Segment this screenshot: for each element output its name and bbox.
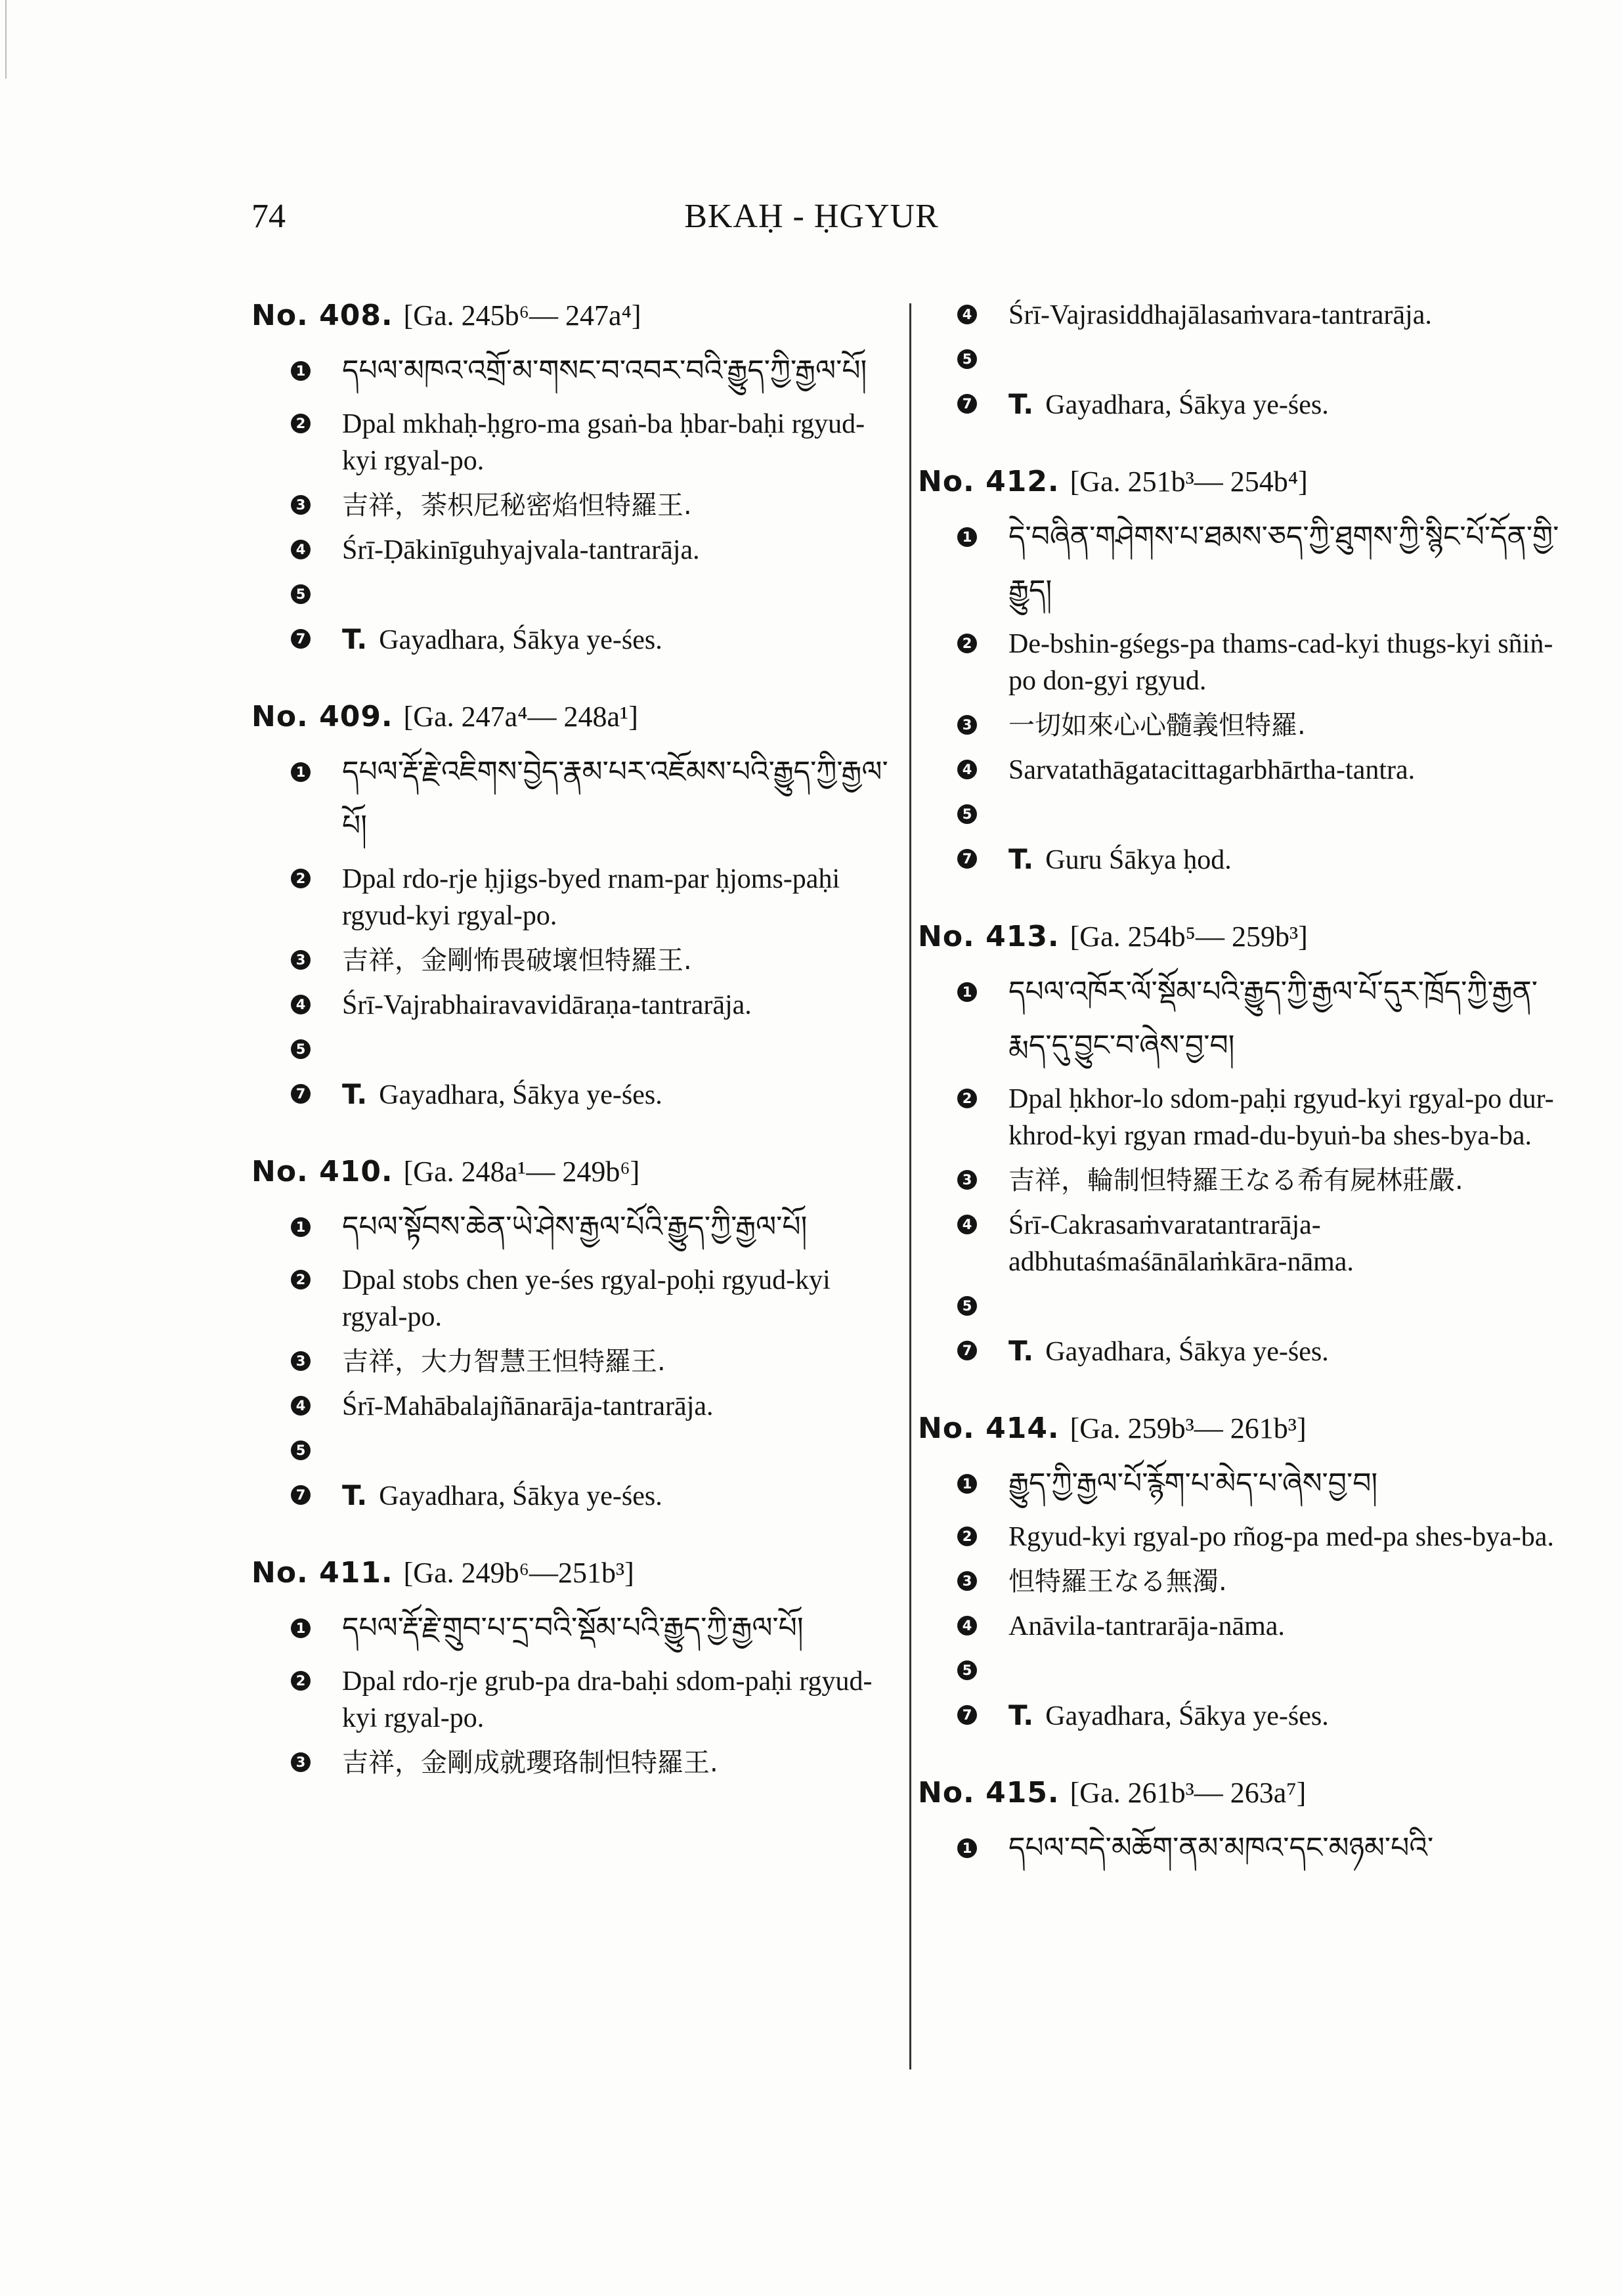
field-text: Gayadhara, Śākya ye-śes. (379, 625, 662, 655)
translator-label: T. (342, 1479, 368, 1511)
circled-number-marker: 3 (291, 950, 311, 970)
field-text: དཔལ་རྡོ་རྗེ་འཇིགས་བྱེད་རྣམ་པར་འཇོམས་པའི་རྒྱུད་ཀྱི་རྒྱལ་པོ། (342, 755, 888, 842)
circled-number-marker: 5 (291, 1440, 311, 1460)
field-text: Gayadhara, Śākya ye-śes. (1045, 1337, 1329, 1367)
column-divider (909, 303, 911, 2069)
field-tibetan-title (918, 963, 1568, 1073)
field-latin (918, 1519, 1568, 1555)
field-latin (251, 987, 895, 1024)
circled-number-marker: 2 (291, 1671, 311, 1691)
field-latin (918, 1653, 1568, 1689)
entry-number: No. 408. (251, 299, 393, 332)
field-text: 吉祥，荼枳尼秘密焰怛特羅王. (342, 490, 692, 521)
field-text: Gayadhara, Śākya ye-śes. (1045, 1701, 1329, 1731)
field-text: རྒྱུད་ཀྱི་རྒྱལ་པོ་རྙོག་པ་མེད་པ་ཞེས་བྱ་བ། (1008, 1467, 1378, 1500)
field-text: དཔལ་སྟོབས་ཆེན་ཡེ་ཤེས་རྒྱལ་པོའི་རྒྱུད་ཀྱི་རྒྱལ་པོ། (342, 1210, 808, 1244)
translator-label: T. (1008, 843, 1034, 875)
field-text: 吉祥，金剛成就瓔珞制怛特羅王. (342, 1748, 718, 1778)
circled-number-marker: 7 (957, 849, 977, 869)
circled-number-marker: 5 (957, 349, 977, 369)
field-latin (918, 796, 1568, 833)
circled-number-marker: 7 (291, 1485, 311, 1505)
circled-number-marker: 1 (291, 1217, 311, 1237)
circled-number-marker: 4 (957, 1215, 977, 1234)
field-chinese-title (918, 1162, 1568, 1199)
field-chinese-title (918, 1563, 1568, 1600)
field-text: དཔལ་རྡོ་རྗེ་གྲུབ་པ་དྲ་བའི་སྡོམ་པའི་རྒྱུད་ཀྱི་རྒྱལ་པོ། (342, 1611, 804, 1645)
running-title: BKAḤ - ḤGYUR (684, 198, 939, 235)
circled-number-marker: 4 (957, 760, 977, 779)
field-chinese-title (251, 1343, 895, 1380)
field-text: 吉祥，大力智慧王怛特羅王. (342, 1347, 666, 1377)
field-latin (918, 341, 1568, 378)
field-latin (251, 1262, 895, 1335)
page-header (0, 197, 1623, 249)
circled-number-marker: 5 (957, 1296, 977, 1316)
folio-reference: [Ga. 261b³— 263a⁷] (1070, 1777, 1307, 1809)
catalog-entry (918, 1410, 1568, 1735)
field-tibetan-title (251, 341, 895, 398)
field-latin (918, 1207, 1568, 1280)
circled-number-marker: 7 (957, 1341, 977, 1360)
field-translators (918, 841, 1568, 878)
entry-number: No. 412. (918, 465, 1060, 498)
right-column (918, 297, 1568, 1915)
field-tibetan-title (918, 1819, 1568, 1875)
circled-number-marker: 4 (291, 1396, 311, 1416)
field-text: Rgyud-kyi rgyal-po rñog-pa med-pa shes-bya-ba. (1008, 1522, 1554, 1552)
field-text: Guru Śākya ḥod. (1045, 845, 1232, 875)
scan-edge-line (5, 0, 7, 79)
translator-label: T. (342, 623, 368, 655)
field-text: Śrī-Ḍākinīguhyajvala-tantrarāja. (342, 535, 700, 565)
field-text: Śrī-Mahābalajñānarāja-tantrarāja. (342, 1391, 714, 1421)
circled-number-marker: 5 (957, 804, 977, 824)
field-text: Dpal ḥkhor-lo sdom-paḥi rgyud-kyi rgyal-po dur-khrod-kyi rgyan rmad-du-byuṅ-ba shes-bya-ba. (1008, 1084, 1554, 1151)
entry-heading (251, 297, 895, 335)
field-latin (918, 752, 1568, 789)
field-text: དཔལ་མཁའ་འགྲོ་མ་གསང་བ་འབར་བའི་རྒྱུད་ཀྱི་རྒྱལ་པོ། (342, 354, 867, 387)
field-latin (251, 532, 895, 569)
translator-label: T. (1008, 388, 1034, 420)
field-text: Gayadhara, Śākya ye-śes. (1045, 390, 1329, 420)
catalog-entry (918, 463, 1568, 878)
field-text: Śrī-Vajrasiddhajālasaṁvara-tantrarāja. (1008, 300, 1432, 330)
circled-number-marker: 5 (291, 584, 311, 604)
field-latin (251, 1663, 895, 1737)
entry-number: No. 411. (251, 1556, 393, 1590)
left-column (251, 297, 895, 1821)
entry-heading (251, 1153, 895, 1191)
circled-number-marker: 2 (291, 869, 311, 888)
field-latin (918, 1288, 1568, 1325)
field-tibetan-title (251, 743, 895, 853)
field-text: Śrī-Cakrasaṁvaratantrarāja-adbhutaśmaśānālaṁkāra-nāma. (1008, 1210, 1354, 1277)
field-translators (918, 1333, 1568, 1370)
circled-number-marker: 1 (291, 762, 311, 782)
folio-reference: [Ga. 254b⁵— 259b³] (1070, 921, 1308, 953)
field-chinese-title (251, 487, 895, 524)
field-tibetan-title (918, 508, 1568, 618)
field-text: Sarvatathāgatacittagarbhārtha-tantra. (1008, 755, 1416, 785)
field-text: Gayadhara, Śākya ye-śes. (379, 1481, 662, 1511)
entry-heading (918, 1774, 1568, 1812)
field-latin (251, 861, 895, 934)
field-text: Anāvila-tantrarāja-nāma. (1008, 1611, 1285, 1641)
field-text: Dpal rdo-rje ḥjigs-byed rnam-par ḥjoms-paḥi rgyud-kyi rgyal-po. (342, 864, 840, 931)
circled-number-marker: 3 (291, 1351, 311, 1371)
circled-number-marker: 3 (957, 1571, 977, 1591)
field-latin (918, 1608, 1568, 1645)
circled-number-marker: 5 (957, 1660, 977, 1680)
entry-heading (918, 918, 1568, 956)
circled-number-marker: 4 (291, 995, 311, 1014)
field-chinese-title (251, 1744, 895, 1781)
translator-label: T. (1008, 1699, 1034, 1731)
field-text: Gayadhara, Śākya ye-śes. (379, 1080, 662, 1110)
field-text: Dpal stobs chen ye-śes rgyal-poḥi rgyud-kyi rgyal-po. (342, 1265, 831, 1332)
entry-heading (918, 1410, 1568, 1448)
circled-number-marker: 4 (957, 1616, 977, 1635)
field-latin (918, 626, 1568, 699)
catalog-entry (251, 297, 895, 659)
field-text: De-bshin-gśegs-pa thams-cad-kyi thugs-kyi sñiṅ-po don-gyi rgyud. (1008, 629, 1553, 696)
entry-number: No. 409. (251, 700, 393, 733)
catalog-entry (918, 918, 1568, 1370)
field-latin (251, 406, 895, 479)
field-latin (251, 1388, 895, 1425)
field-latin (251, 1031, 895, 1068)
circled-number-marker: 1 (957, 1838, 977, 1858)
circled-number-marker: 5 (291, 1039, 311, 1059)
circled-number-marker: 2 (957, 634, 977, 653)
folio-reference: [Ga. 249b⁶—251b³] (403, 1557, 634, 1589)
field-translators (918, 1697, 1568, 1735)
field-text: 吉祥，輪制怛特羅王なる希有屍林莊嚴. (1008, 1165, 1463, 1196)
entry-heading (251, 698, 895, 736)
circled-number-marker: 2 (957, 1089, 977, 1108)
circled-number-marker: 4 (957, 305, 977, 324)
field-text: 一切如來心心髓義怛特羅. (1008, 710, 1306, 741)
field-chinese-title (918, 707, 1568, 744)
field-translators (251, 1477, 895, 1515)
catalog-entry (251, 698, 895, 1114)
circled-number-marker: 3 (957, 715, 977, 735)
translator-label: T. (1008, 1335, 1034, 1367)
circled-number-marker: 3 (291, 1752, 311, 1772)
folio-reference: [Ga. 248a¹— 249b⁶] (403, 1156, 640, 1188)
field-tibetan-title (251, 1198, 895, 1254)
field-latin (251, 1433, 895, 1469)
catalog-entry (918, 297, 1568, 423)
circled-number-marker: 7 (957, 1705, 977, 1725)
catalog-entry (251, 1554, 895, 1781)
field-latin (918, 1081, 1568, 1154)
circled-number-marker: 1 (957, 527, 977, 547)
catalog-entry (251, 1153, 895, 1515)
entry-number: No. 414. (918, 1412, 1060, 1445)
circled-number-marker: 4 (291, 540, 311, 559)
field-text: དཔལ་བདེ་མཆོག་ནམ་མཁའ་དང་མཉམ་པའི་ (1008, 1831, 1434, 1865)
page-number: 74 (251, 198, 286, 235)
field-translators (251, 621, 895, 659)
circled-number-marker: 3 (291, 495, 311, 515)
field-text: Dpal rdo-rje grub-pa dra-baḥi sdom-paḥi rgyud-kyi rgyal-po. (342, 1666, 873, 1733)
field-translators (251, 1076, 895, 1114)
field-text: དཔལ་འཁོར་ལོ་སྡོམ་པའི་རྒྱུད་ཀྱི་རྒྱལ་པོ་དུར་ཁྲོད་ཀྱི་རྒྱན་རྨད་དུ་བྱུང་བ་ཞེས་བྱ་བ། (1008, 975, 1538, 1062)
field-text: 怛特羅王なる無濁. (1008, 1567, 1227, 1597)
translator-label: T. (342, 1078, 368, 1110)
field-translators (918, 386, 1568, 423)
circled-number-marker: 1 (291, 361, 311, 381)
field-tibetan-title (918, 1454, 1568, 1511)
field-text: Dpal mkhaḥ-ḥgro-ma gsaṅ-ba ḥbar-baḥi rgyud-kyi rgyal-po. (342, 409, 865, 476)
circled-number-marker: 1 (957, 1474, 977, 1494)
circled-number-marker: 2 (291, 414, 311, 433)
catalog-entry (918, 1774, 1568, 1875)
field-text: 吉祥，金剛怖畏破壞怛特羅王. (342, 945, 692, 976)
circled-number-marker: 1 (957, 982, 977, 1002)
field-chinese-title (251, 942, 895, 979)
folio-reference: [Ga. 259b³— 261b³] (1070, 1412, 1307, 1444)
folio-reference: [Ga. 251b³— 254b⁴] (1070, 466, 1308, 498)
folio-reference: [Ga. 247a⁴— 248a¹] (403, 701, 638, 733)
circled-number-marker: 7 (291, 629, 311, 649)
field-tibetan-title (251, 1599, 895, 1655)
circled-number-marker: 7 (957, 394, 977, 414)
entry-heading (251, 1554, 895, 1592)
field-latin (918, 297, 1568, 334)
field-text: Śrī-Vajrabhairavavidāraṇa-tantrarāja. (342, 990, 752, 1020)
entry-number: No. 413. (918, 920, 1060, 953)
folio-reference: [Ga. 245b⁶— 247a⁴] (403, 299, 641, 332)
circled-number-marker: 3 (957, 1170, 977, 1190)
field-text: དེ་བཞིན་གཤེགས་པ་ཐམས་ཅད་ཀྱི་ཐུགས་ཀྱི་སྙིང་པོ་དོན་གྱི་རྒྱུད། (1008, 520, 1559, 607)
entry-heading (918, 463, 1568, 501)
circled-number-marker: 2 (291, 1270, 311, 1289)
circled-number-marker: 2 (957, 1527, 977, 1546)
entry-number: No. 415. (918, 1776, 1060, 1809)
circled-number-marker: 7 (291, 1084, 311, 1104)
field-latin (251, 576, 895, 613)
circled-number-marker: 1 (291, 1618, 311, 1638)
entry-number: No. 410. (251, 1155, 393, 1188)
